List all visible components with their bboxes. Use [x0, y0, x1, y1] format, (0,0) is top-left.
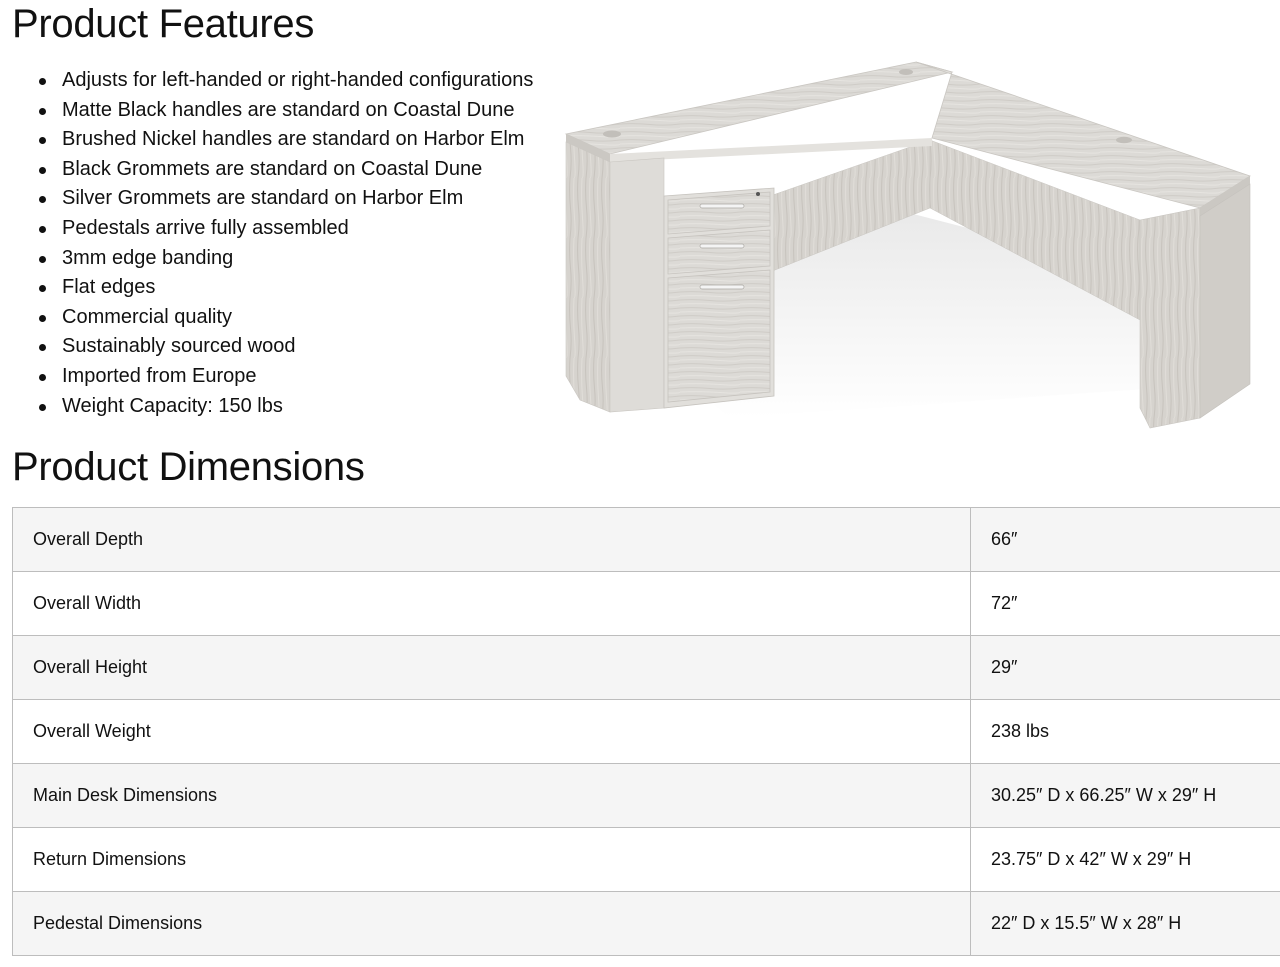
left-panel-front: [610, 158, 664, 412]
feature-item: Brushed Nickel handles are standard on Harbor Elm: [0, 125, 533, 155]
table-row: [13, 764, 1280, 828]
return-end-side: [1200, 184, 1250, 418]
dimension-label: Overall Depth: [13, 508, 971, 572]
table-row: [13, 892, 1280, 956]
grommet-icon: [603, 131, 621, 138]
left-end-panel: [566, 142, 610, 412]
dimension-label: Overall Height: [13, 636, 971, 700]
feature-item: Pedestals arrive fully assembled: [0, 214, 533, 244]
grommet-icon: [1116, 137, 1132, 143]
dimension-value: 29″: [971, 636, 1280, 700]
dimension-value: 66″: [971, 508, 1280, 572]
dimension-label: Main Desk Dimensions: [13, 764, 971, 828]
dimension-value: 238 lbs: [971, 700, 1280, 764]
product-dimensions-heading: Product Dimensions: [12, 445, 365, 489]
feature-item: Silver Grommets are standard on Harbor Elm: [0, 184, 533, 214]
grommet-icon: [899, 69, 913, 75]
dimension-label: Overall Width: [13, 572, 971, 636]
feature-item: Commercial quality: [0, 303, 533, 333]
lock-icon: [756, 192, 760, 196]
feature-item: 3mm edge banding: [0, 244, 533, 274]
dimension-value: 30.25″ D x 66.25″ W x 29″ H: [971, 764, 1280, 828]
product-features-heading: Product Features: [12, 2, 315, 46]
dimension-label: Return Dimensions: [13, 828, 971, 892]
dimensions-table: [12, 507, 1280, 956]
feature-item: Black Grommets are standard on Coastal Dune: [0, 155, 533, 185]
pedestal-drawer-file: [668, 270, 770, 402]
drawer-handle-icon: [700, 244, 744, 248]
table-row: [13, 636, 1280, 700]
table-row: [13, 508, 1280, 572]
feature-item: Adjusts for left-handed or right-handed configurations: [0, 66, 533, 96]
l-shaped-desk-illustration: [560, 58, 1260, 448]
feature-item: Weight Capacity: 150 lbs: [0, 392, 533, 422]
pedestal-drawer-middle: [668, 230, 770, 274]
feature-item: Imported from Europe: [0, 362, 533, 392]
feature-item: Sustainably sourced wood: [0, 332, 533, 362]
drawer-handle-icon: [700, 204, 744, 208]
dimension-label: Overall Weight: [13, 700, 971, 764]
return-end-panel: [1140, 208, 1200, 428]
product-image: [560, 58, 1260, 448]
dimension-label: Pedestal Dimensions: [13, 892, 971, 956]
table-row: [13, 700, 1280, 764]
dimension-value: 72″: [971, 572, 1280, 636]
feature-item: Matte Black handles are standard on Coastal Dune: [0, 96, 533, 126]
table-row: [13, 572, 1280, 636]
table-row: [13, 828, 1280, 892]
feature-item: Flat edges: [0, 273, 533, 303]
features-list: [0, 66, 533, 421]
dimension-value: 23.75″ D x 42″ W x 29″ H: [971, 828, 1280, 892]
dimension-value: 22″ D x 15.5″ W x 28″ H: [971, 892, 1280, 956]
drawer-handle-icon: [700, 285, 744, 289]
